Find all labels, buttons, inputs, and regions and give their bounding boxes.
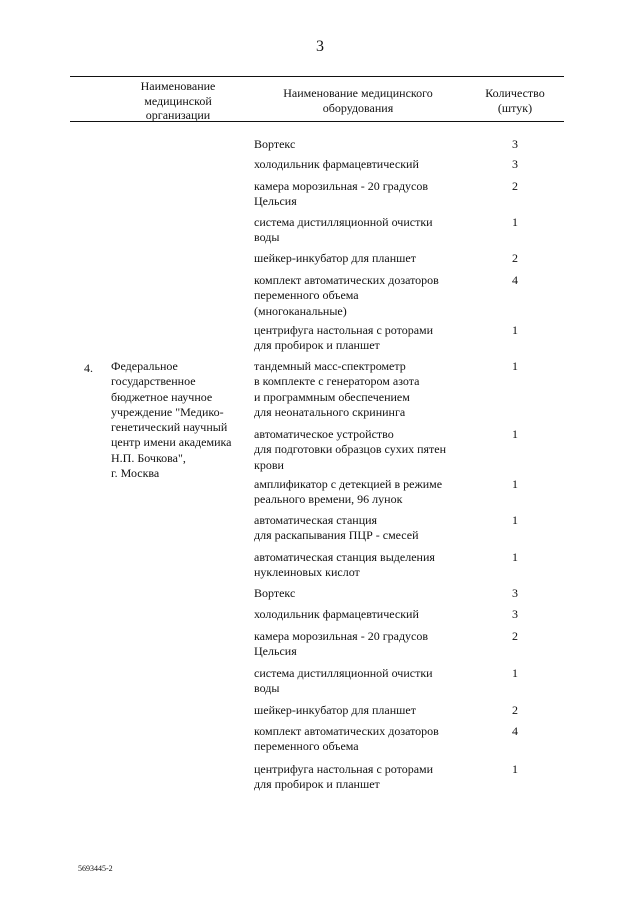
equipment-quantity: 4 (512, 724, 518, 738)
equipment-name: комплект автоматических дозаторов переменного объема (254, 724, 439, 754)
table-top-rule (70, 76, 564, 77)
page-number: 3 (316, 38, 324, 55)
equipment-name: холодильник фармацевтический (254, 157, 419, 171)
equipment-quantity: 3 (512, 137, 518, 151)
equipment-quantity: 3 (512, 586, 518, 600)
equipment-quantity: 3 (512, 157, 518, 171)
equipment-name: центрифуга настольная с роторами для пробирок и планшет (254, 762, 434, 792)
equipment-quantity: 2 (512, 629, 518, 643)
equipment-quantity: 1 (512, 477, 518, 491)
header-organization: Наименование медицинской организации (140, 79, 216, 122)
equipment-quantity: 1 (512, 215, 518, 229)
equipment-name: автоматическая станция выделения нуклеиновых кислот (254, 550, 435, 580)
equipment-name: комплект автоматических дозаторов переменного объема (многоканальные) (254, 273, 439, 318)
equipment-name: центрифуга настольная с роторами для пробирок и планшет (254, 323, 434, 353)
equipment-name: шейкер-инкубатор для планшет (254, 251, 416, 265)
equipment-quantity: 1 (512, 323, 518, 337)
equipment-name: Вортекс (254, 586, 296, 600)
equipment-name: камера морозильная - 20 градусов Цельсия (254, 629, 429, 659)
header-equipment: Наименование медицинского оборудования (283, 86, 433, 115)
equipment-name: автоматическая станция для раскапывания ПЦР - смесей (254, 513, 419, 543)
equipment-quantity: 1 (512, 550, 518, 564)
table-header-rule (70, 121, 564, 122)
equipment-quantity: 2 (512, 179, 518, 193)
document-code: 5693445-2 (78, 864, 113, 873)
equipment-quantity: 1 (512, 666, 518, 680)
equipment-name: Вортекс (254, 137, 296, 151)
equipment-quantity: 1 (512, 427, 518, 441)
equipment-name: тандемный масс-спектрометр в комплекте с генератором азота и программным обеспечением для неонатального скрининга (254, 359, 420, 419)
equipment-quantity: 2 (512, 251, 518, 265)
equipment-name: система дистилляционной очистки воды (254, 215, 433, 245)
organization-number: 4. (84, 361, 93, 375)
equipment-name: камера морозильная - 20 градусов Цельсия (254, 179, 429, 209)
header-quantity: Количество (штук) (485, 86, 545, 115)
equipment-quantity: 2 (512, 703, 518, 717)
equipment-name: холодильник фармацевтический (254, 607, 419, 621)
equipment-quantity: 4 (512, 273, 518, 287)
equipment-quantity: 1 (512, 762, 518, 776)
organization-name: Федеральное государственное бюджетное научное учреждение "Медико- генетический научный центр имени академика Н.П. Бочкова", г. Москва (111, 359, 232, 481)
equipment-quantity: 1 (512, 359, 518, 373)
equipment-name: амплификатор с детекцией в режиме реального времени, 96 лунок (254, 477, 443, 507)
equipment-name: шейкер-инкубатор для планшет (254, 703, 416, 717)
equipment-quantity: 1 (512, 513, 518, 527)
equipment-quantity: 3 (512, 607, 518, 621)
equipment-name: система дистилляционной очистки воды (254, 666, 433, 696)
equipment-name: автоматическое устройство для подготовки образцов сухих пятен крови (254, 427, 447, 472)
